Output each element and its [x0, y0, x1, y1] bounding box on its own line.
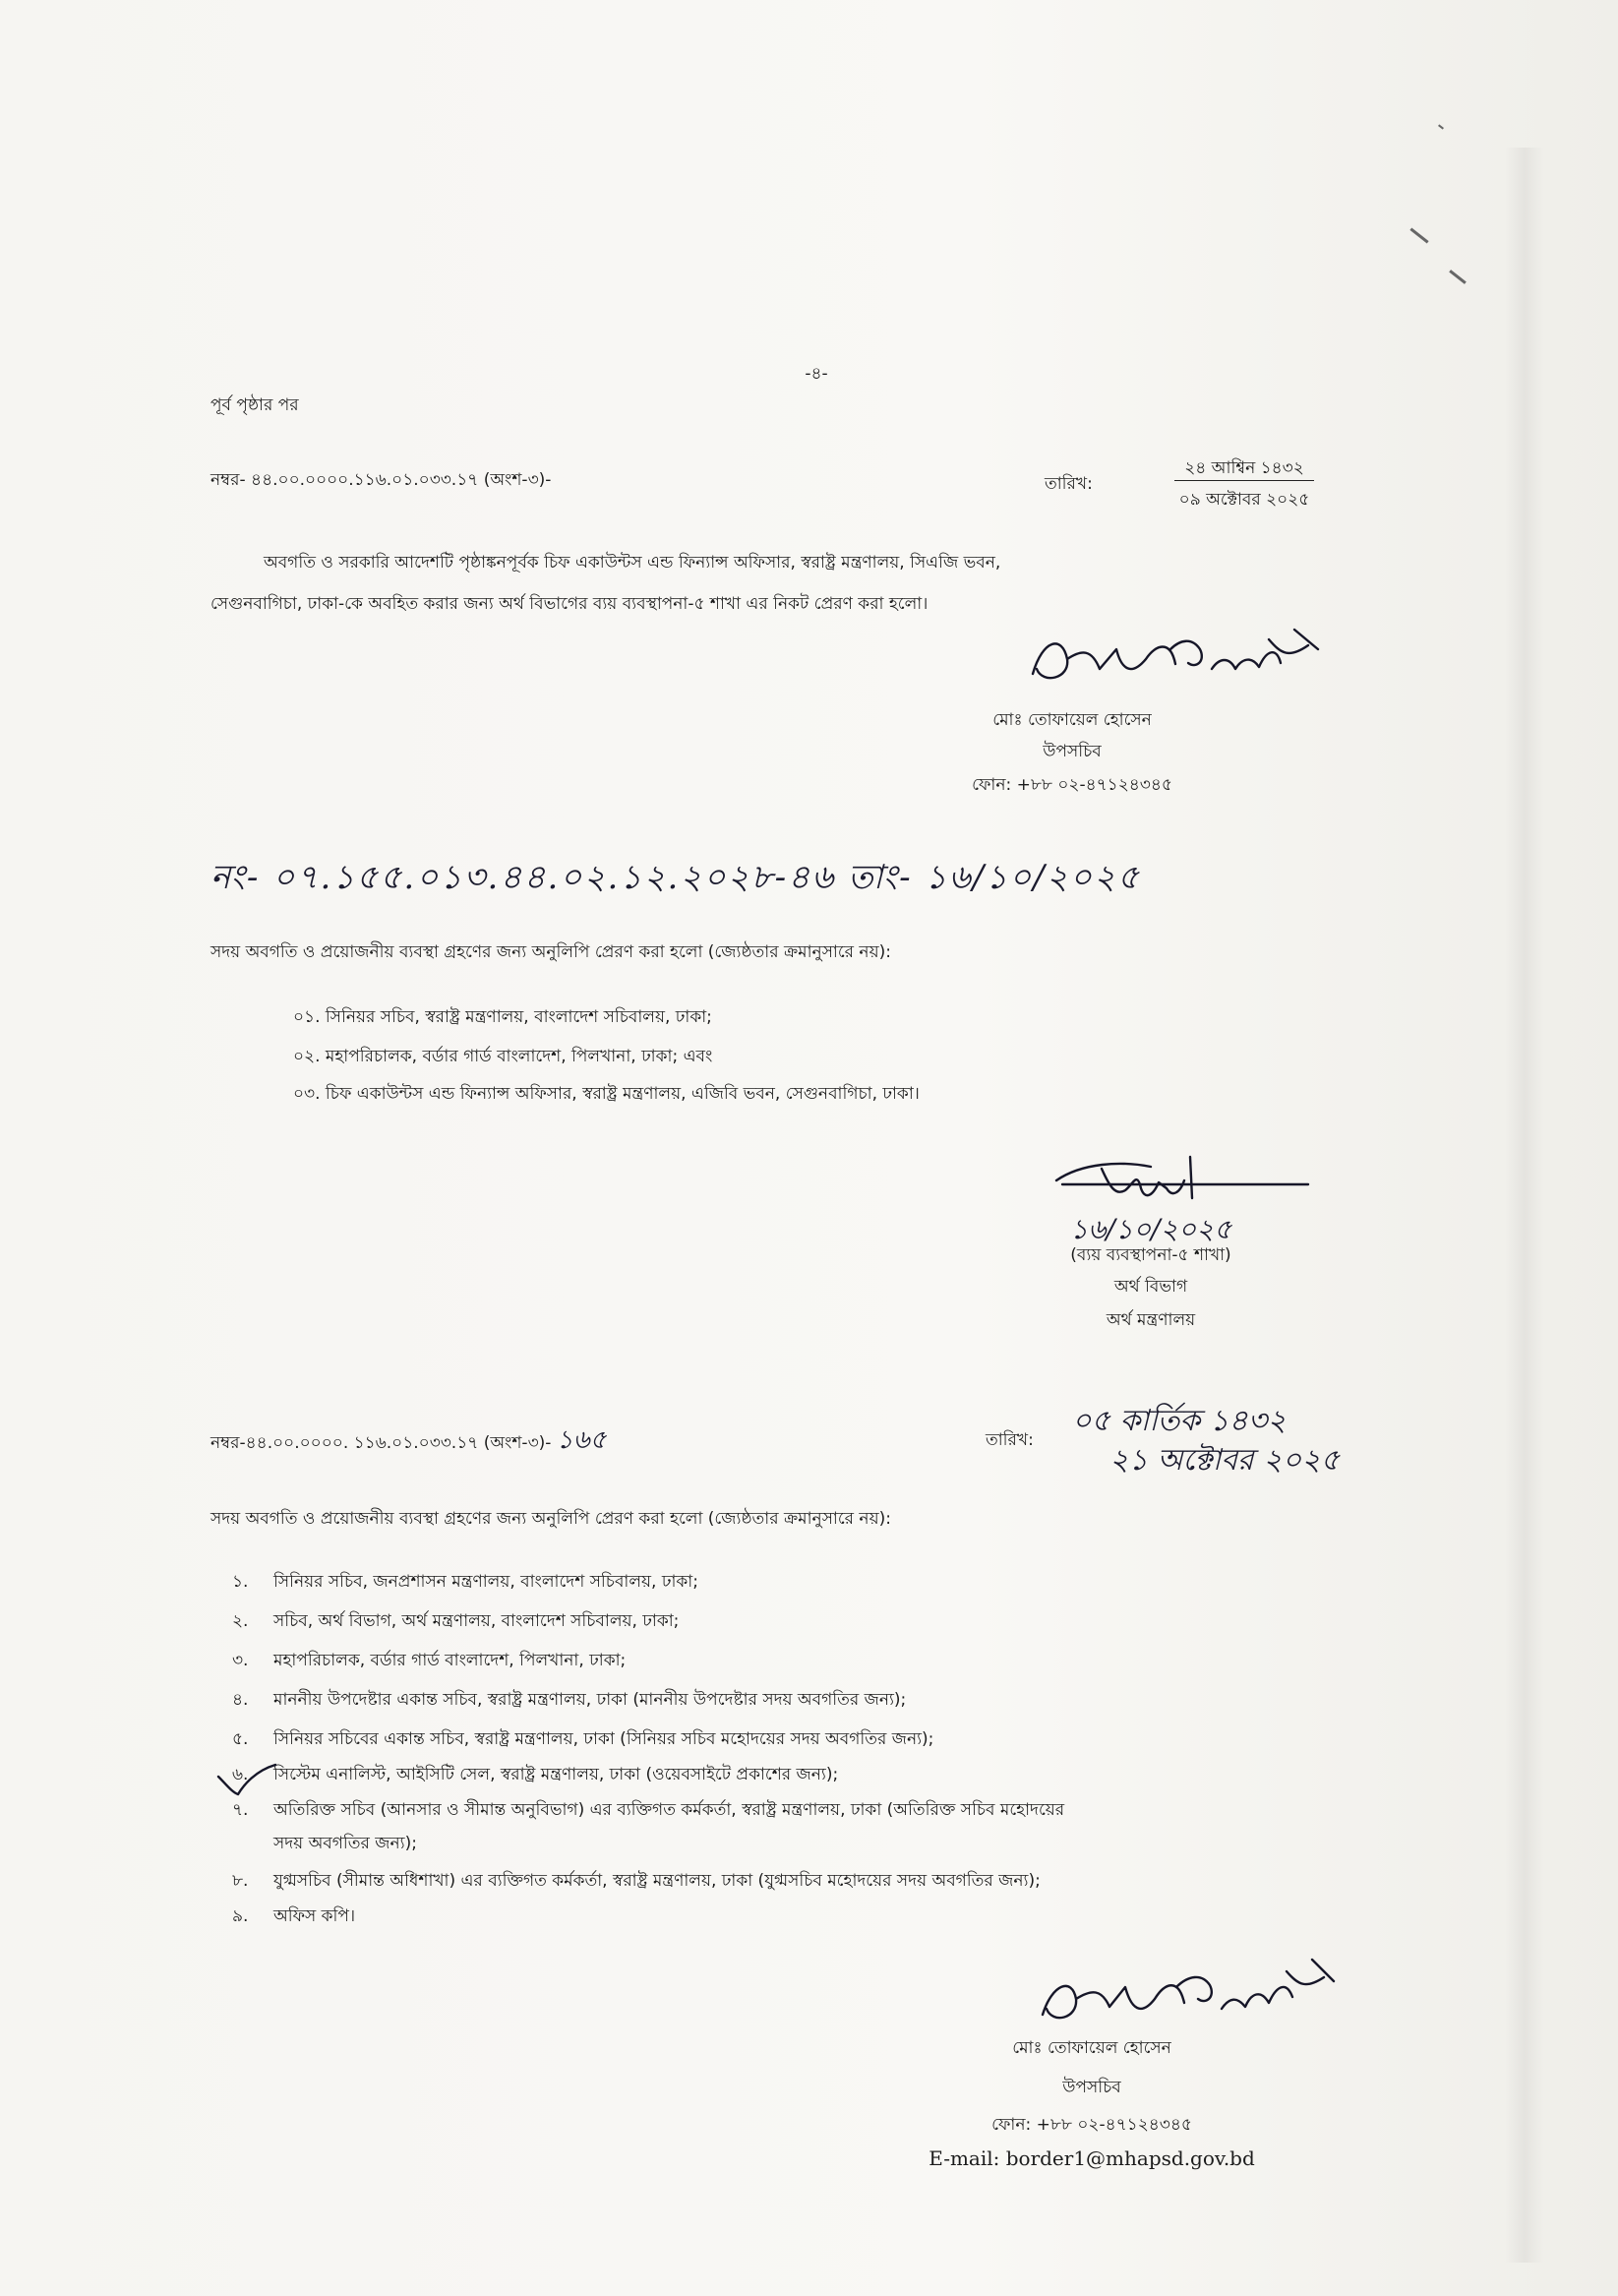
endorsement2-item: ৬. সিস্টেম এনালিস্ট, আইসিটি সেল, স্বরাষ্ট্র মন্ত্রণালয়, ঢাকা (ওয়েবসাইটে প্রকাশের জন্য); — [232, 1765, 839, 1784]
endorsement2-item-continuation: সদয় অবগতির জন্য); — [273, 1834, 417, 1853]
endorsement1-item: ০৩. চিফ একাউন্টস এন্ড ফিন্যান্স অফিসার, স্বরাষ্ট্র মন্ত্রণালয়, এজিবি ভবন, সেগুনবাগিচা, ঢাকা। — [293, 1084, 920, 1104]
endorsement2-memo-handwritten: ১৬৫ — [556, 1425, 607, 1455]
endorsement2-date-english: ২১ অক্টোবর ২০২৫ — [1109, 1443, 1341, 1478]
order-signatory-name: মোঃ তোফায়েল হোসেন — [992, 710, 1152, 730]
endorsement2-item: ৭. অতিরিক্ত সচিব (আনসার ও সীমান্ত অনুবিভাগ) এর ব্যক্তিগত কর্মকর্তা, স্বরাষ্ট্র মন্ত্রণালয়, ঢাকা (অতিরিক্ত সচিব মহোদয়ের — [232, 1800, 1065, 1820]
final-signature — [1029, 1948, 1344, 2036]
finance-handwritten-date: ১৬/১০/২০২৫ — [1070, 1213, 1232, 1245]
endorsement2-item: ১. সিনিয়র সচিব, জনপ্রশাসন মন্ত্রণালয়, বাংলাদেশ সচিবালয়, ঢাকা; — [232, 1572, 698, 1592]
order-memo-number: নম্বর- ৪৪.০০.০০০০.১১৬.০১.০৩৩.১৭ (অংশ-৩)- — [210, 470, 552, 490]
final-signatory-phone: ফোন: +৮৮ ০২-৪৭১২৪৩৪৫ — [991, 2115, 1192, 2135]
order-signature — [1023, 620, 1338, 698]
endorsement2-item: ৫. সিনিয়র সচিবের একান্ত সচিব, স্বরাষ্ট্র মন্ত্রণালয়, ঢাকা (সিনিয়র সচিব মহোদয়ের সদয় অবগতির জন্য); — [232, 1729, 934, 1749]
scan-speck — [1409, 228, 1428, 244]
final-signatory-email: E-mail: border1@mhapsd.gov.bd — [929, 2146, 1255, 2170]
finance-office-division: অর্থ বিভাগ — [1113, 1277, 1188, 1297]
order-paragraph-line2: সেগুনবাগিচা, ঢাকা-কে অবহিত করার জন্য অর্থ বিভাগের ব্যয় ব্যবস্থাপনা-৫ শাখা এর নিকট প্রেরণ করা হলো। — [210, 594, 929, 614]
endorsement2-date-label: তারিখ: — [986, 1430, 1034, 1450]
endorsement2-date-bangla: ০৫ কার্তিক ১৪৩২ — [1072, 1404, 1287, 1438]
endorsement1-handwritten-number: নং- ০৭.১৫৫.০১৩.৪৪.০২.১২.২০২৮-৪৬ তাং- ১৬/১০/২০২৫ — [210, 858, 1142, 897]
order-date-label: তারিখ: — [1045, 474, 1093, 494]
endorsement1-intro: সদয় অবগতি ও প্রয়োজনীয় ব্যবস্থা গ্রহণের জন্য অনুলিপি প্রেরণ করা হলো (জ্যেষ্ঠতার ক্রমানুসারে নয়): — [210, 942, 891, 962]
endorsement1-item: ০১. সিনিয়র সচিব, স্বরাষ্ট্র মন্ত্রণালয়, বাংলাদেশ সচিবালয়, ঢাকা; — [293, 1007, 712, 1027]
endorsement2-item: ২. সচিব, অর্থ বিভাগ, অর্থ মন্ত্রণালয়, বাংলাদেশ সচিবালয়, ঢাকা; — [232, 1611, 680, 1631]
order-signatory-title: উপসচিব — [1043, 742, 1102, 761]
scan-edge-shadow — [1505, 148, 1544, 2263]
tick-mark-icon — [212, 1761, 281, 1800]
endorsement1-item: ০২. মহাপরিচালক, বর্ডার গার্ড বাংলাদেশ, পিলখানা, ঢাকা; এবং — [293, 1047, 713, 1066]
order-date-english: ০৯ অক্টোবর ২০২৫ — [1178, 490, 1310, 510]
continued-label: পূর্ব পৃষ্ঠার পর — [210, 395, 299, 415]
endorsement2-item: ৪. মাননীয় উপদেষ্টার একান্ত সচিব, স্বরাষ্ট্র মন্ত্রণালয়, ঢাকা (মাননীয় উপদেষ্টার সদয় অবগতির জন্য); — [232, 1690, 907, 1710]
endorsement2-item: ৯. অফিস কপি। — [232, 1906, 356, 1926]
finance-office-ministry: অর্থ মন্ত্রণালয় — [1106, 1310, 1196, 1330]
order-date-bangla: ২৪ আশ্বিন ১৪৩২ — [1151, 456, 1338, 481]
scan-speck — [1438, 124, 1444, 129]
endorsement2-intro: সদয় অবগতি ও প্রয়োজনীয় ব্যবস্থা গ্রহণের জন্য অনুলিপি প্রেরণ করা হলো (জ্যেষ্ঠতার ক্রমানুসারে নয়): — [210, 1509, 891, 1529]
finance-office-branch: (ব্যয় ব্যবস্থাপনা-৫ শাখা) — [1070, 1245, 1231, 1265]
endorsement2-memo-number: নম্বর-৪৪.০০.০০০০. ১১৬.০১.০৩৩.১৭ (অংশ-৩)- ১৬৫ — [210, 1425, 607, 1455]
scan-speck — [1449, 270, 1467, 284]
endorsement2-item: ৩. মহাপরিচালক, বর্ডার গার্ড বাংলাদেশ, পিলখানা, ঢাকা; — [232, 1651, 627, 1670]
final-signatory-name: মোঃ তোফায়েল হোসেন — [1012, 2038, 1171, 2058]
order-paragraph-line1: অবগতি ও সরকারি আদেশটি পৃষ্ঠাঙ্কনপূর্বক চিফ একাউন্টস এন্ড ফিন্যান্স অফিসার, স্বরাষ্ট্র মন্ত্রণালয়, সিএজি ভবন, — [264, 553, 1001, 573]
endorsement2-item: ৮. যুগ্মসচিব (সীমান্ত অধিশাখা) এর ব্যক্তিগত কর্মকর্তা, স্বরাষ্ট্র মন্ত্রণালয়, ঢাকা (যুগ্মসচিব মহোদয়ের সদয় অবগতির জন্য); — [232, 1871, 1041, 1891]
page-number: -৪- — [805, 364, 828, 384]
final-signatory-title: উপসচিব — [1062, 2078, 1121, 2097]
order-signatory-phone: ফোন: +৮৮ ০২-৪৭১২৪৩৪৫ — [972, 775, 1172, 795]
